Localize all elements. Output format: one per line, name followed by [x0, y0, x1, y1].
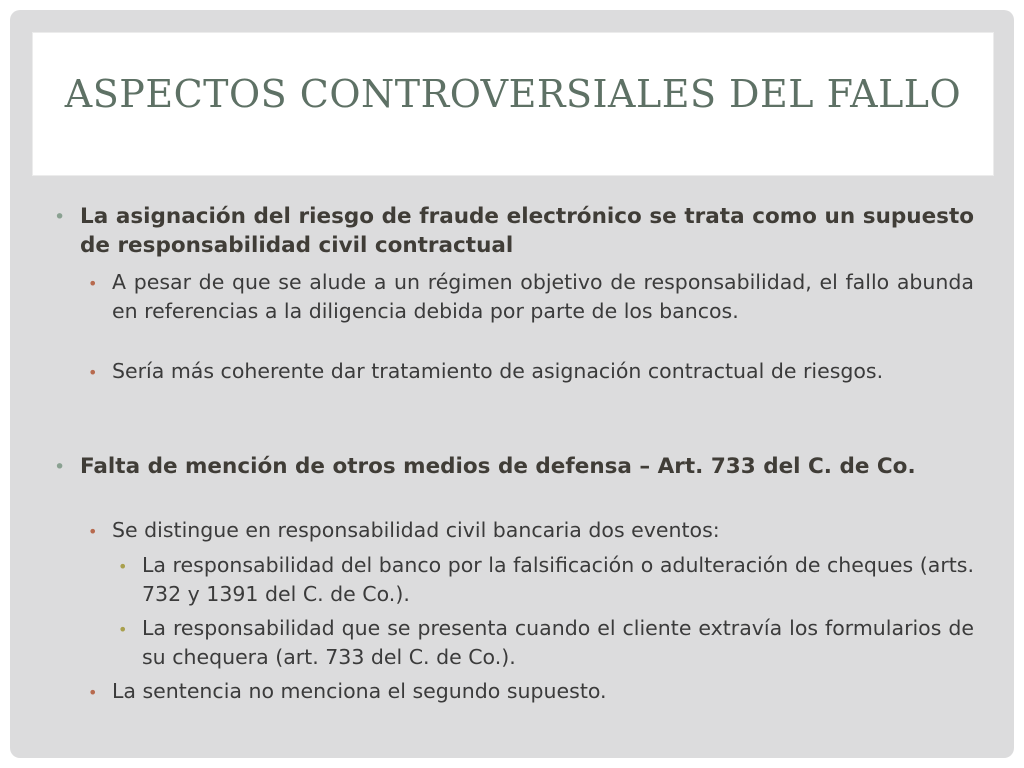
sub-bullet-marker: •	[88, 522, 98, 541]
sub-bullet-marker: •	[88, 683, 98, 702]
sub-sub-bullet-marker: •	[118, 557, 128, 576]
slide-title: ASPECTOS CONTROVERSIALES DEL FALLO	[64, 72, 962, 116]
bullet-2-sub-1-text: Se distingue en responsabilidad civil bancaria dos eventos:	[112, 518, 720, 542]
sub-sub-bullet-marker: •	[118, 620, 128, 639]
bullet-2-text: Falta de mención de otros medios de defensa – Art. 733 del C. de Co.	[80, 454, 916, 479]
bullet-1-text: La asignación del riesgo de fraude electrónico se trata como un supuesto de responsabilidad civil contractual	[80, 204, 974, 258]
slide	[10, 10, 1014, 758]
bullet-2-subsub-1-text: La responsabilidad del banco por la falsificación o adulteración de cheques (arts. 732 y 1391 del C. de Co.).	[142, 553, 974, 606]
bullet-1-sub-1-text: A pesar de que se alude a un régimen objetivo de responsabilidad, el fallo abunda en referencias a la diligencia debida por parte de los bancos.	[112, 270, 974, 323]
bullet-2-subsub-2-text: La responsabilidad que se presenta cuando el cliente extravía los formularios de su chequera (art. 733 del C. de Co.).	[142, 616, 974, 669]
bullet-1-sub-2-text: Sería más coherente dar tratamiento de asignación contractual de riesgos.	[112, 359, 884, 383]
bullet-marker: •	[54, 456, 66, 478]
bullet-marker: •	[54, 206, 66, 228]
bullet-2-sub-2-text: La sentencia no menciona el segundo supuesto.	[112, 679, 607, 703]
sub-bullet-marker: •	[88, 274, 98, 293]
slide-content	[10, 10, 1014, 758]
sub-bullet-marker: •	[88, 363, 98, 382]
